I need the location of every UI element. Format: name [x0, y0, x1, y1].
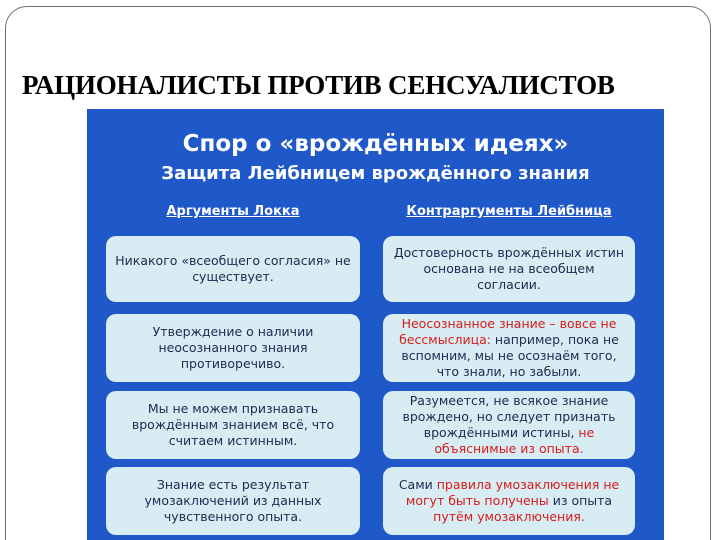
leibniz-counterargument-2: [383, 314, 635, 382]
body-text: Сами: [398, 477, 437, 492]
locke-argument-3: [106, 391, 360, 459]
leibniz-counterargument-3-text: [391, 393, 627, 457]
locke-argument-2-text: Утверждение о наличии неосознанного знания противоречиво.: [152, 324, 314, 371]
emphasis-text: путём умозаключения.: [433, 509, 585, 524]
argument-panel: [87, 109, 664, 540]
slide-title: РАЦИОНАЛИСТЫ ПРОТИВ СЕНСУАЛИСТОВ: [22, 70, 615, 100]
body-text: из опыта: [548, 493, 613, 508]
leibniz-counterargument-1: [383, 236, 635, 302]
emphasis-text: правила умозаключения не могут быть получены: [405, 477, 620, 508]
leibniz-column-heading: Контраргументы Лейбница: [406, 204, 612, 219]
locke-argument-1: [106, 236, 360, 302]
locke-argument-3-text: Мы не можем признавать врождённым знанием всё, что считаем истинным.: [131, 401, 335, 448]
leibniz-counterargument-1-text: Достоверность врождённых истин основана не на всеобщем согласии.: [393, 245, 625, 292]
locke-argument-2: [106, 314, 360, 382]
emphasis-text: не объяснимые из опыта.: [434, 425, 595, 456]
body-text: например, пока не вспомним, мы не осознаём того, что знали, но забыли.: [401, 332, 619, 379]
locke-argument-1-text: Никакого «всеобщего согласия» не существует.: [115, 253, 351, 284]
leibniz-counterargument-4-text: [391, 477, 627, 525]
panel-subheading: Защита Лейбницем врождённого знания: [161, 163, 590, 184]
locke-column-heading: Аргументы Локка: [166, 204, 300, 219]
panel-heading: Спор о «врождённых идеях»: [182, 131, 569, 157]
emphasis-text: Неосознанное знание – вовсе не бессмыслица:: [399, 316, 617, 347]
locke-argument-4-text: Знание есть результат умозаключений из данных чувственного опыта.: [144, 477, 322, 524]
body-text: Разумеется, не всякое знание врождено, но следует признать врождёнными истины,: [402, 393, 616, 440]
leibniz-counterargument-4: [383, 467, 635, 535]
leibniz-counterargument-3: [383, 391, 635, 459]
leibniz-counterargument-2-text: [391, 316, 627, 380]
locke-argument-4: [106, 467, 360, 535]
